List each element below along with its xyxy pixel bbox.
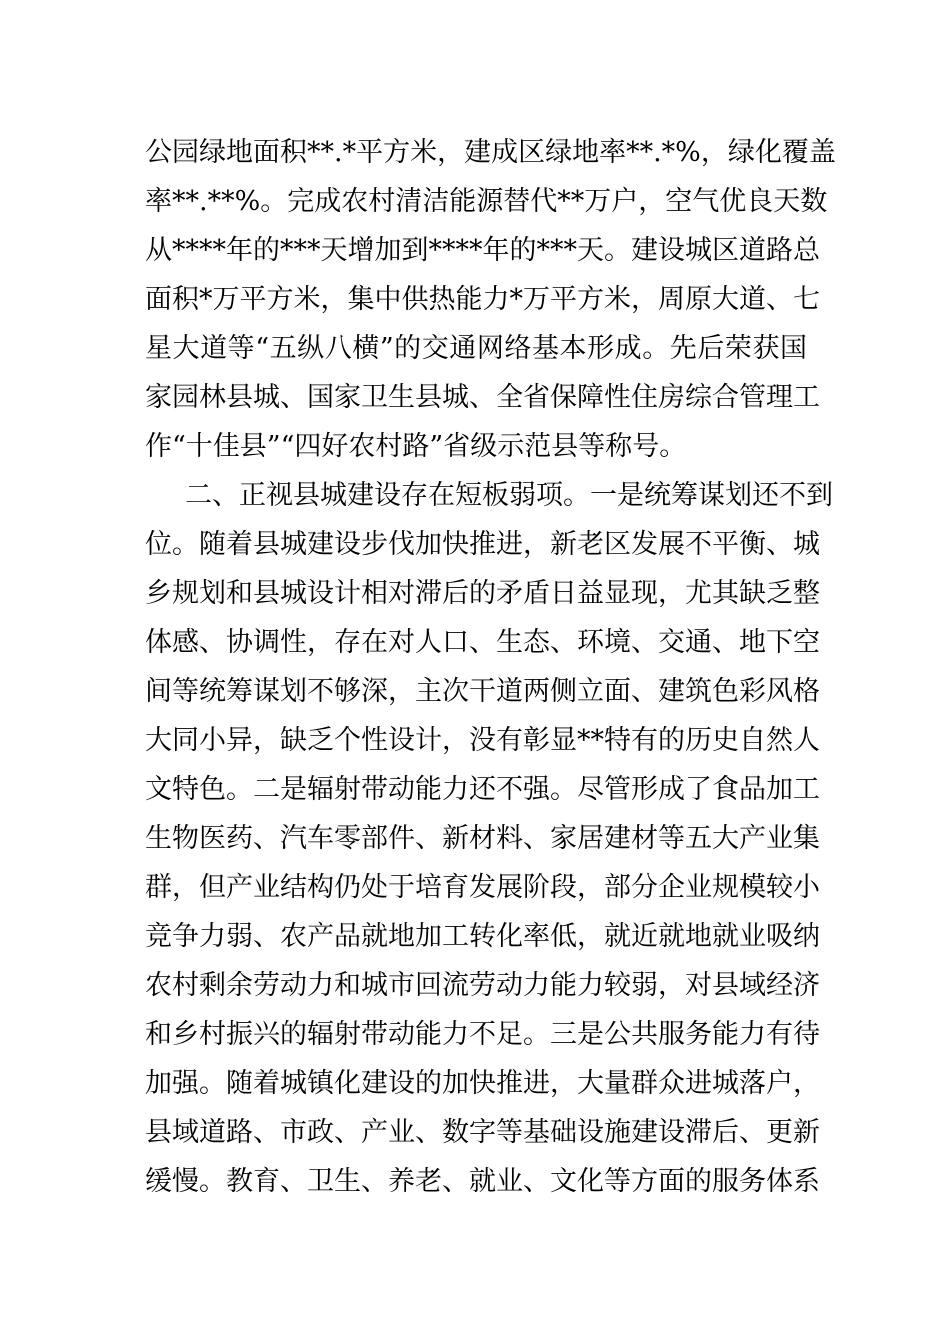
text-line: 竞争力弱、农产品就地加工转化率低，就近就地就业吸纳 xyxy=(145,921,820,952)
text-line: 星大道等“五纵八横”的交通网络基本形成。先后荣获国 xyxy=(145,333,807,364)
text-line: 作“十佳县”“四好农村路”省级示范县等称号。 xyxy=(145,431,687,462)
text-line: 加强。随着城镇化建设的加快推进，大量群众进城落户， xyxy=(145,1068,820,1099)
text-line: 大同小异，缺乏个性设计，没有彰显**特有的历史自然人 xyxy=(145,725,820,756)
paragraph-2 xyxy=(145,471,833,1206)
text-line: 家园林县城、国家卫生县城、全省保障性住房综合管理工 xyxy=(145,382,820,413)
text-line: 群，但产业结构仍处于培育发展阶段，部分企业规模较小 xyxy=(145,872,820,903)
text-line: 乡规划和县城设计相对滞后的矛盾日益显现，尤其缺乏整 xyxy=(145,578,820,609)
body-text xyxy=(145,128,836,1206)
text-line: 缓慢。教育、卫生、养老、就业、文化等方面的服务体系 xyxy=(145,1166,820,1197)
text-line: 率**.**%。完成农村清洁能源替代**万户，空气优良天数 xyxy=(145,186,828,217)
text-line: 县域道路、市政、产业、数字等基础设施建设滞后、更新 xyxy=(145,1117,820,1148)
text-line: 体感、协调性，存在对人口、生态、环境、交通、地下空 xyxy=(145,627,820,658)
text-line: 二、正视县城建设存在短板弱项。一是统筹谋划还不到 xyxy=(185,480,833,511)
text-line: 面积*万平方米，集中供热能力*万平方米，周原大道、七 xyxy=(145,284,820,315)
paragraph-1 xyxy=(145,128,836,471)
text-line: 位。随着县城建设步伐加快推进，新老区发展不平衡、城 xyxy=(145,529,820,560)
text-line: 从****年的***天增加到****年的***天。建设城区道路总 xyxy=(145,235,820,266)
text-line: 间等统筹谋划不够深，主次干道两侧立面、建筑色彩风格 xyxy=(145,676,820,707)
text-line: 和乡村振兴的辐射带动能力不足。三是公共服务能力有待 xyxy=(145,1019,820,1050)
text-line: 公园绿地面积**.*平方米，建成区绿地率**.*%，绿化覆盖 xyxy=(145,137,836,168)
text-line: 农村剩余劳动力和城市回流劳动力能力较弱，对县域经济 xyxy=(145,970,820,1001)
text-line: 文特色。二是辐射带动能力还不强。尽管形成了食品加工 xyxy=(145,774,820,805)
text-line: 生物医药、汽车零部件、新材料、家居建材等五大产业集 xyxy=(145,823,820,854)
